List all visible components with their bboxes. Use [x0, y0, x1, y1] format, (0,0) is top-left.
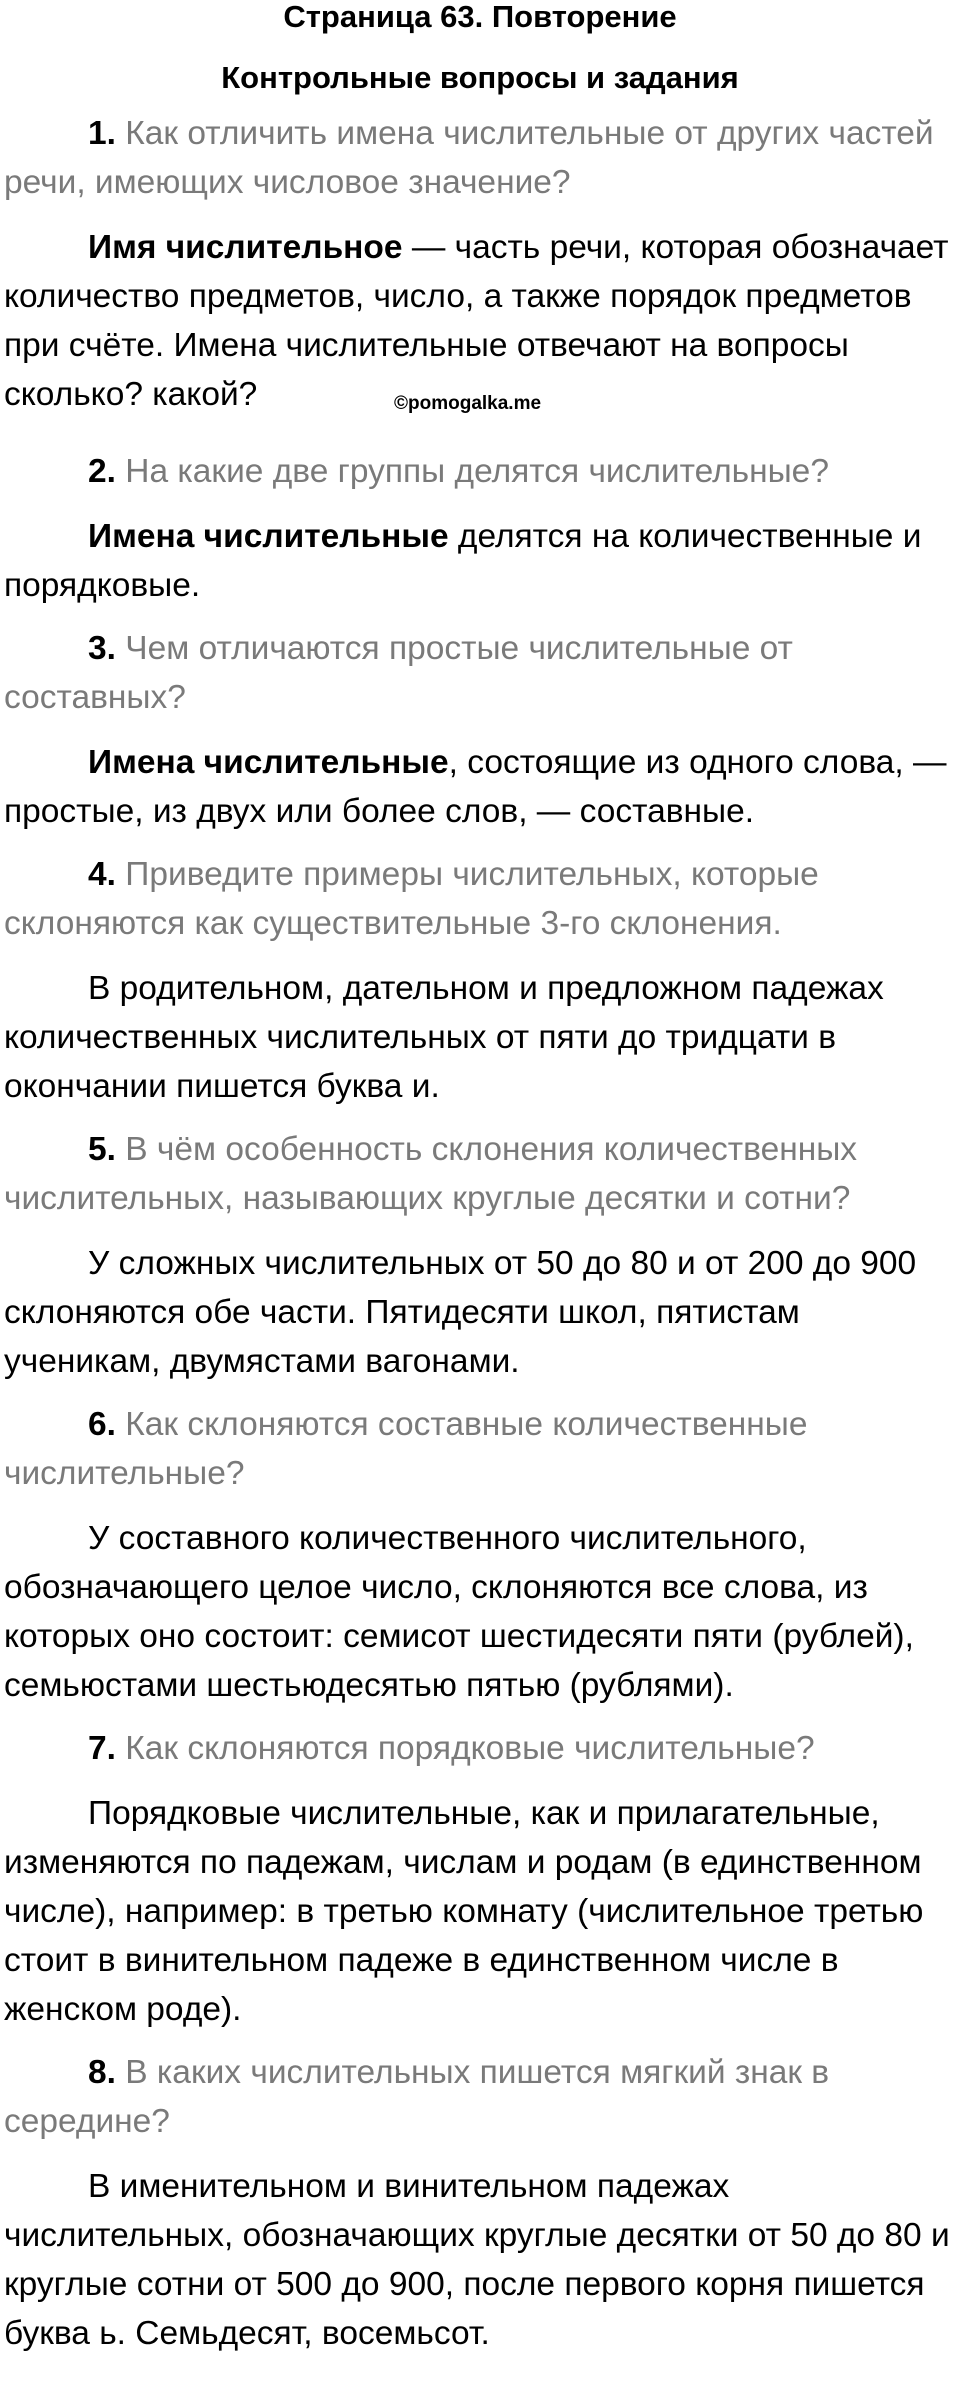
- question-number: 4.: [88, 856, 116, 893]
- answer-text: У составного количественного числительного, обозначающего целое число, склоняются все слова, из которых оно состоит: семисот шестидесяти пяти (рублей), семьюстами шестьюдесятью пятью (рублями).: [4, 1520, 914, 1704]
- answer-text: , состоящие из одного слова, — простые, из двух или более слов, — составные.: [4, 744, 947, 830]
- question: [4, 109, 956, 207]
- page-subtitle: Контрольные вопросы и задания: [221, 60, 739, 95]
- question-text: Как отличить имена числительные от других частей речи, имеющих числовое значение?: [4, 115, 934, 201]
- answer: [4, 1514, 956, 1710]
- qa-item-7: [4, 1724, 956, 2034]
- answer-text: Порядковые числительные, как и прилагательные, изменяются по падежам, числам и родам (в единственном числе), например: в третью комнату (числительное третью стоит в винительном падеже в единственном числе в женском роде).: [4, 1795, 924, 2028]
- question-number: 3.: [88, 630, 116, 667]
- question-text: В каких числительных пишется мягкий знак в середине?: [4, 2054, 830, 2140]
- answer: [4, 964, 956, 1111]
- qa-item-8: [4, 2048, 956, 2358]
- page-title: Страница 63. Повторение: [283, 0, 677, 34]
- answer: [4, 223, 956, 419]
- answer: [4, 1789, 956, 2034]
- qa-item-5: [4, 1125, 956, 1386]
- question-number: 8.: [88, 2054, 116, 2091]
- question-number: 7.: [88, 1730, 116, 1767]
- answer-text: делятся на количественные и порядковые.: [4, 518, 922, 604]
- question: [4, 2048, 956, 2146]
- answer-text: — часть речи, которая обозначает количество предметов, число, а также порядок предметов при счёте. Имена числительные отвечают на вопросы сколько? какой?: [4, 229, 949, 413]
- question-text: В чём особенность склонения количественных числительных, называющих круглые десятки и сотни?: [4, 1131, 858, 1217]
- question-number: 6.: [88, 1406, 116, 1443]
- question-text: Как склоняются составные количественные числительные?: [4, 1406, 808, 1492]
- question-number: 2.: [88, 453, 116, 490]
- qa-item-4: [4, 850, 956, 1111]
- qa-item-1: [4, 109, 956, 419]
- question: [4, 447, 956, 496]
- question-text: Приведите примеры числительных, которые склоняются как существительные 3-го склонения.: [4, 856, 819, 942]
- answer-text: У сложных числительных от 50 до 80 и от 200 до 900 склоняются обе части. Пятидесяти школ, пятистам ученикам, двумястами вагонами.: [4, 1245, 917, 1380]
- qa-item-3: [4, 624, 956, 836]
- answer: [4, 2162, 956, 2358]
- question: [4, 1400, 956, 1498]
- question: [4, 624, 956, 722]
- watermark: ©pomogalka.me: [394, 393, 542, 414]
- answer-term: Имя числительное: [88, 229, 403, 266]
- question-text: На какие две группы делятся числительные?: [125, 453, 829, 490]
- question-number: 1.: [88, 115, 116, 152]
- question: [4, 1125, 956, 1223]
- question-text: Как склоняются порядковые числительные?: [125, 1730, 815, 1767]
- answer: [4, 738, 956, 836]
- answer: [4, 1239, 956, 1386]
- qa-item-6: [4, 1400, 956, 1710]
- answer-term: Имена числительные: [88, 518, 449, 555]
- qa-item-2: [4, 447, 956, 610]
- answer-text: В родительном, дательном и предложном падежах количественных числительных от пяти до тридцати в окончании пишется буква и.: [4, 970, 884, 1105]
- question-text: Чем отличаются простые числительные от составных?: [4, 630, 793, 716]
- answer: [4, 512, 956, 610]
- answer-text: В именительном и винительном падежах числительных, обозначающих круглые десятки от 50 до 80 и круглые сотни от 500 до 900, после первого корня пишется буква ь. Семьдесят, восемьсот.: [4, 2168, 950, 2352]
- question: [4, 850, 956, 948]
- answer-term: Имена числительные: [88, 744, 449, 781]
- question: [4, 1724, 956, 1773]
- question-number: 5.: [88, 1131, 116, 1168]
